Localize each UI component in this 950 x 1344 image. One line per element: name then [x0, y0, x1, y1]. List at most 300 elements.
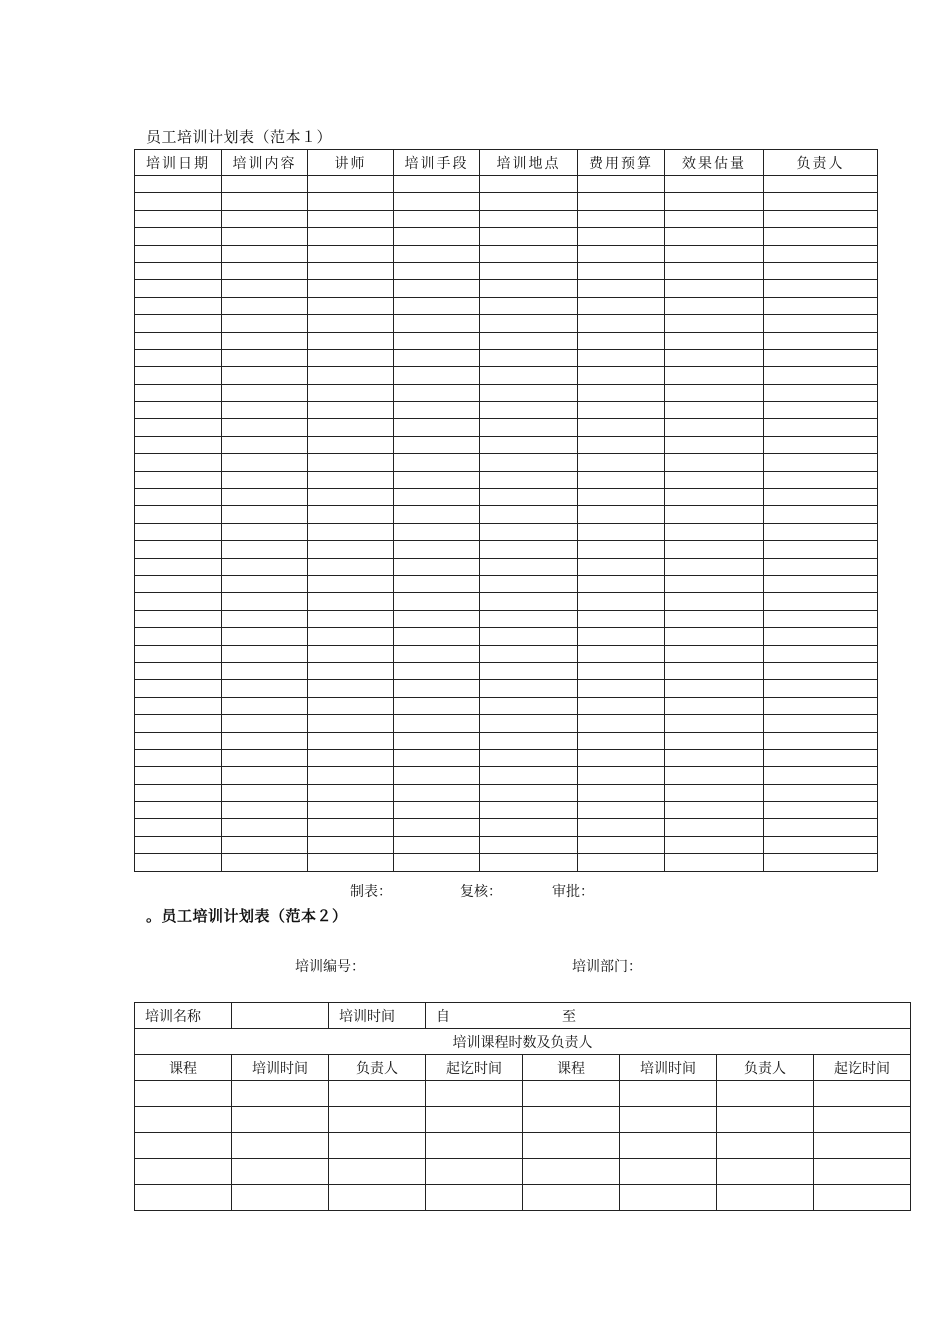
table-cell[interactable]	[480, 558, 578, 575]
table-cell[interactable]	[222, 419, 308, 436]
table-cell[interactable]	[814, 1133, 911, 1159]
table-cell[interactable]	[717, 1159, 814, 1185]
table-cell[interactable]	[480, 454, 578, 471]
table-cell[interactable]	[480, 332, 578, 349]
table-cell[interactable]	[394, 541, 480, 558]
table-cell[interactable]	[578, 767, 665, 784]
table-cell[interactable]	[308, 836, 394, 853]
table-cell[interactable]	[222, 645, 308, 662]
table-cell[interactable]	[394, 506, 480, 523]
table-cell[interactable]	[222, 749, 308, 766]
table-cell[interactable]	[665, 541, 764, 558]
table-cell[interactable]	[578, 367, 665, 384]
table-cell[interactable]	[394, 419, 480, 436]
table-cell[interactable]	[665, 402, 764, 419]
table-cell[interactable]	[480, 854, 578, 871]
table-cell[interactable]	[135, 1107, 232, 1133]
table-cell[interactable]	[480, 193, 578, 210]
table-cell[interactable]	[308, 749, 394, 766]
table-cell[interactable]	[135, 489, 222, 506]
table-cell[interactable]	[394, 819, 480, 836]
table-cell[interactable]	[222, 489, 308, 506]
table-cell[interactable]	[665, 315, 764, 332]
table-cell[interactable]	[308, 210, 394, 227]
table-cell[interactable]	[426, 1081, 523, 1107]
table-cell[interactable]	[308, 419, 394, 436]
table-cell[interactable]	[232, 1133, 329, 1159]
table-cell[interactable]	[308, 767, 394, 784]
table-cell[interactable]	[135, 402, 222, 419]
table-cell[interactable]	[578, 784, 665, 801]
table-cell[interactable]	[308, 471, 394, 488]
table-cell[interactable]	[394, 680, 480, 697]
table-cell[interactable]	[665, 628, 764, 645]
table-cell[interactable]	[394, 628, 480, 645]
table-cell[interactable]	[222, 367, 308, 384]
table-cell[interactable]	[308, 523, 394, 540]
table-cell[interactable]	[222, 436, 308, 453]
table-cell[interactable]	[308, 819, 394, 836]
table-cell[interactable]	[329, 1107, 426, 1133]
table-cell[interactable]	[764, 610, 878, 627]
table-cell[interactable]	[308, 662, 394, 679]
table-cell[interactable]	[135, 749, 222, 766]
table-cell[interactable]	[308, 558, 394, 575]
table-cell[interactable]	[578, 854, 665, 871]
table-cell[interactable]	[135, 349, 222, 366]
table-cell[interactable]	[394, 367, 480, 384]
table-cell[interactable]	[394, 454, 480, 471]
table-cell[interactable]	[222, 680, 308, 697]
table-cell[interactable]	[717, 1107, 814, 1133]
table-cell[interactable]	[578, 210, 665, 227]
table-cell[interactable]	[426, 1185, 523, 1211]
table-cell[interactable]	[135, 454, 222, 471]
table-cell[interactable]	[620, 1185, 717, 1211]
table-cell[interactable]	[135, 436, 222, 453]
table-cell[interactable]	[480, 575, 578, 592]
table-cell[interactable]	[764, 662, 878, 679]
table-cell[interactable]	[578, 193, 665, 210]
table-cell[interactable]	[232, 1159, 329, 1185]
table-cell[interactable]	[480, 610, 578, 627]
table-cell[interactable]	[764, 280, 878, 297]
table-cell[interactable]	[523, 1081, 620, 1107]
table-cell[interactable]	[394, 384, 480, 401]
table-cell[interactable]	[480, 367, 578, 384]
table-cell[interactable]	[394, 854, 480, 871]
table-cell[interactable]	[764, 749, 878, 766]
table-cell[interactable]	[394, 610, 480, 627]
table-cell[interactable]	[764, 384, 878, 401]
table-cell[interactable]	[578, 262, 665, 279]
table-cell[interactable]	[620, 1107, 717, 1133]
table-cell[interactable]	[222, 593, 308, 610]
table-cell[interactable]	[578, 836, 665, 853]
table-cell[interactable]	[222, 802, 308, 819]
table-cell[interactable]	[308, 176, 394, 193]
table-cell[interactable]	[764, 836, 878, 853]
table-cell[interactable]	[308, 245, 394, 262]
table-cell[interactable]	[578, 749, 665, 766]
table-cell[interactable]	[222, 315, 308, 332]
table-cell[interactable]	[135, 367, 222, 384]
table-cell[interactable]	[480, 767, 578, 784]
table-cell[interactable]	[394, 245, 480, 262]
table-cell[interactable]	[135, 662, 222, 679]
table-cell[interactable]	[308, 732, 394, 749]
table-cell[interactable]	[135, 523, 222, 540]
table-cell[interactable]	[480, 593, 578, 610]
table-cell[interactable]	[578, 715, 665, 732]
table-cell[interactable]	[222, 854, 308, 871]
table-cell[interactable]	[665, 262, 764, 279]
table-cell[interactable]	[764, 715, 878, 732]
table-cell[interactable]	[394, 749, 480, 766]
table-cell[interactable]	[578, 228, 665, 245]
table-cell[interactable]	[222, 819, 308, 836]
table-cell[interactable]	[135, 1159, 232, 1185]
table-cell[interactable]	[308, 315, 394, 332]
table-cell[interactable]	[578, 384, 665, 401]
table-cell[interactable]	[394, 784, 480, 801]
table-cell[interactable]	[426, 1133, 523, 1159]
table-cell[interactable]	[135, 1185, 232, 1211]
table-cell[interactable]	[764, 436, 878, 453]
table-cell[interactable]	[222, 210, 308, 227]
table-cell[interactable]	[523, 1107, 620, 1133]
table-cell[interactable]	[480, 732, 578, 749]
table-cell[interactable]	[394, 471, 480, 488]
table-cell[interactable]	[308, 262, 394, 279]
table-cell[interactable]	[764, 506, 878, 523]
table-cell[interactable]	[578, 402, 665, 419]
table-cell[interactable]	[308, 489, 394, 506]
table-cell[interactable]	[222, 697, 308, 714]
table-cell[interactable]	[394, 697, 480, 714]
table-cell[interactable]	[135, 767, 222, 784]
table-cell[interactable]	[135, 575, 222, 592]
table-cell[interactable]	[764, 315, 878, 332]
table-cell[interactable]	[308, 297, 394, 314]
table-cell[interactable]	[308, 367, 394, 384]
table-cell[interactable]	[222, 297, 308, 314]
table-cell[interactable]	[222, 575, 308, 592]
table-cell[interactable]	[480, 228, 578, 245]
table-cell[interactable]	[394, 402, 480, 419]
table-cell[interactable]	[480, 662, 578, 679]
table-cell[interactable]	[308, 802, 394, 819]
table-cell[interactable]	[578, 506, 665, 523]
table-cell[interactable]	[665, 715, 764, 732]
table-cell[interactable]	[394, 767, 480, 784]
table-cell[interactable]	[665, 523, 764, 540]
table-cell[interactable]	[308, 645, 394, 662]
table-cell[interactable]	[764, 367, 878, 384]
table-cell[interactable]	[232, 1185, 329, 1211]
table-cell[interactable]	[480, 541, 578, 558]
table-cell[interactable]	[308, 454, 394, 471]
table-cell[interactable]	[578, 819, 665, 836]
table-cell[interactable]	[480, 384, 578, 401]
table-cell[interactable]	[665, 489, 764, 506]
training-name-cell[interactable]	[232, 1003, 329, 1029]
table-cell[interactable]	[135, 245, 222, 262]
table-cell[interactable]	[523, 1159, 620, 1185]
table-cell[interactable]	[578, 471, 665, 488]
table-cell[interactable]	[764, 541, 878, 558]
table-cell[interactable]	[665, 419, 764, 436]
table-cell[interactable]	[764, 228, 878, 245]
table-cell[interactable]	[665, 558, 764, 575]
table-cell[interactable]	[764, 471, 878, 488]
table-cell[interactable]	[717, 1081, 814, 1107]
table-cell[interactable]	[135, 384, 222, 401]
table-cell[interactable]	[620, 1133, 717, 1159]
table-cell[interactable]	[222, 454, 308, 471]
table-cell[interactable]	[665, 836, 764, 853]
table-cell[interactable]	[764, 645, 878, 662]
table-cell[interactable]	[665, 332, 764, 349]
table-cell[interactable]	[426, 1159, 523, 1185]
table-cell[interactable]	[135, 836, 222, 853]
table-cell[interactable]	[135, 419, 222, 436]
table-cell[interactable]	[222, 384, 308, 401]
table-cell[interactable]	[578, 436, 665, 453]
table-cell[interactable]	[135, 228, 222, 245]
table-cell[interactable]	[764, 193, 878, 210]
table-cell[interactable]	[135, 1081, 232, 1107]
table-cell[interactable]	[480, 210, 578, 227]
table-cell[interactable]	[665, 436, 764, 453]
table-cell[interactable]	[135, 471, 222, 488]
table-cell[interactable]	[394, 593, 480, 610]
table-cell[interactable]	[308, 193, 394, 210]
table-cell[interactable]	[665, 732, 764, 749]
table-cell[interactable]	[665, 297, 764, 314]
table-cell[interactable]	[764, 402, 878, 419]
table-cell[interactable]	[764, 262, 878, 279]
table-cell[interactable]	[135, 784, 222, 801]
table-cell[interactable]	[222, 402, 308, 419]
table-cell[interactable]	[480, 802, 578, 819]
table-cell[interactable]	[135, 558, 222, 575]
table-cell[interactable]	[135, 819, 222, 836]
table-cell[interactable]	[578, 732, 665, 749]
table-cell[interactable]	[764, 454, 878, 471]
table-cell[interactable]	[480, 315, 578, 332]
table-cell[interactable]	[394, 715, 480, 732]
table-cell[interactable]	[665, 210, 764, 227]
table-cell[interactable]	[394, 802, 480, 819]
table-cell[interactable]	[135, 680, 222, 697]
table-cell[interactable]	[764, 523, 878, 540]
table-cell[interactable]	[578, 593, 665, 610]
table-cell[interactable]	[665, 349, 764, 366]
table-cell[interactable]	[222, 662, 308, 679]
table-cell[interactable]	[232, 1107, 329, 1133]
table-cell[interactable]	[308, 228, 394, 245]
table-cell[interactable]	[665, 280, 764, 297]
table-cell[interactable]	[578, 697, 665, 714]
table-cell[interactable]	[135, 645, 222, 662]
table-cell[interactable]	[135, 593, 222, 610]
table-cell[interactable]	[665, 645, 764, 662]
table-cell[interactable]	[480, 280, 578, 297]
table-cell[interactable]	[814, 1185, 911, 1211]
table-cell[interactable]	[764, 575, 878, 592]
table-cell[interactable]	[717, 1185, 814, 1211]
table-cell[interactable]	[480, 645, 578, 662]
table-cell[interactable]	[222, 176, 308, 193]
table-cell[interactable]	[222, 715, 308, 732]
training-time-range-cell[interactable]	[426, 1003, 911, 1029]
table-cell[interactable]	[222, 506, 308, 523]
table-cell[interactable]	[523, 1133, 620, 1159]
table-cell[interactable]	[620, 1159, 717, 1185]
table-cell[interactable]	[394, 836, 480, 853]
table-cell[interactable]	[329, 1159, 426, 1185]
table-cell[interactable]	[135, 610, 222, 627]
table-cell[interactable]	[135, 628, 222, 645]
table-cell[interactable]	[308, 384, 394, 401]
table-cell[interactable]	[329, 1133, 426, 1159]
table-cell[interactable]	[764, 593, 878, 610]
table-cell[interactable]	[135, 697, 222, 714]
table-cell[interactable]	[135, 193, 222, 210]
table-cell[interactable]	[394, 315, 480, 332]
table-cell[interactable]	[329, 1185, 426, 1211]
table-cell[interactable]	[222, 245, 308, 262]
table-cell[interactable]	[480, 784, 578, 801]
table-cell[interactable]	[426, 1107, 523, 1133]
table-cell[interactable]	[480, 628, 578, 645]
table-cell[interactable]	[308, 349, 394, 366]
table-cell[interactable]	[308, 715, 394, 732]
table-cell[interactable]	[135, 802, 222, 819]
table-cell[interactable]	[394, 732, 480, 749]
table-cell[interactable]	[480, 506, 578, 523]
table-cell[interactable]	[764, 802, 878, 819]
table-cell[interactable]	[394, 558, 480, 575]
table-cell[interactable]	[665, 384, 764, 401]
table-cell[interactable]	[764, 854, 878, 871]
table-cell[interactable]	[578, 628, 665, 645]
table-cell[interactable]	[578, 558, 665, 575]
table-cell[interactable]	[222, 628, 308, 645]
table-cell[interactable]	[665, 854, 764, 871]
table-cell[interactable]	[394, 662, 480, 679]
table-cell[interactable]	[480, 819, 578, 836]
table-cell[interactable]	[394, 176, 480, 193]
table-cell[interactable]	[764, 628, 878, 645]
table-cell[interactable]	[480, 419, 578, 436]
table-cell[interactable]	[394, 210, 480, 227]
table-cell[interactable]	[308, 280, 394, 297]
table-cell[interactable]	[308, 506, 394, 523]
table-cell[interactable]	[665, 193, 764, 210]
table-cell[interactable]	[222, 558, 308, 575]
table-cell[interactable]	[665, 454, 764, 471]
table-cell[interactable]	[480, 489, 578, 506]
table-cell[interactable]	[764, 176, 878, 193]
table-cell[interactable]	[665, 749, 764, 766]
table-cell[interactable]	[232, 1081, 329, 1107]
table-cell[interactable]	[308, 628, 394, 645]
table-cell[interactable]	[578, 662, 665, 679]
table-cell[interactable]	[665, 802, 764, 819]
table-cell[interactable]	[578, 176, 665, 193]
table-cell[interactable]	[814, 1107, 911, 1133]
table-cell[interactable]	[665, 593, 764, 610]
table-cell[interactable]	[222, 732, 308, 749]
table-cell[interactable]	[620, 1081, 717, 1107]
table-cell[interactable]	[578, 645, 665, 662]
table-cell[interactable]	[480, 245, 578, 262]
table-cell[interactable]	[135, 176, 222, 193]
table-cell[interactable]	[222, 767, 308, 784]
table-cell[interactable]	[222, 541, 308, 558]
table-cell[interactable]	[222, 228, 308, 245]
table-cell[interactable]	[764, 245, 878, 262]
table-cell[interactable]	[665, 697, 764, 714]
table-cell[interactable]	[135, 210, 222, 227]
table-cell[interactable]	[394, 523, 480, 540]
table-cell[interactable]	[665, 228, 764, 245]
table-cell[interactable]	[222, 262, 308, 279]
table-cell[interactable]	[308, 436, 394, 453]
table-cell[interactable]	[394, 262, 480, 279]
table-cell[interactable]	[764, 419, 878, 436]
table-cell[interactable]	[394, 193, 480, 210]
table-cell[interactable]	[578, 575, 665, 592]
table-cell[interactable]	[578, 315, 665, 332]
table-cell[interactable]	[578, 245, 665, 262]
table-cell[interactable]	[394, 297, 480, 314]
table-cell[interactable]	[665, 662, 764, 679]
table-cell[interactable]	[764, 489, 878, 506]
table-cell[interactable]	[222, 610, 308, 627]
table-cell[interactable]	[135, 332, 222, 349]
table-cell[interactable]	[222, 836, 308, 853]
table-cell[interactable]	[222, 471, 308, 488]
table-cell[interactable]	[665, 176, 764, 193]
table-cell[interactable]	[480, 349, 578, 366]
table-cell[interactable]	[222, 332, 308, 349]
table-cell[interactable]	[480, 523, 578, 540]
table-cell[interactable]	[665, 767, 764, 784]
table-cell[interactable]	[480, 715, 578, 732]
table-cell[interactable]	[578, 541, 665, 558]
table-cell[interactable]	[578, 523, 665, 540]
table-cell[interactable]	[308, 332, 394, 349]
table-cell[interactable]	[480, 697, 578, 714]
table-cell[interactable]	[665, 784, 764, 801]
table-cell[interactable]	[764, 697, 878, 714]
table-cell[interactable]	[717, 1133, 814, 1159]
table-cell[interactable]	[308, 402, 394, 419]
table-cell[interactable]	[480, 749, 578, 766]
table-cell[interactable]	[764, 732, 878, 749]
table-cell[interactable]	[222, 523, 308, 540]
table-cell[interactable]	[308, 541, 394, 558]
table-cell[interactable]	[764, 767, 878, 784]
table-cell[interactable]	[308, 680, 394, 697]
table-cell[interactable]	[222, 193, 308, 210]
table-cell[interactable]	[308, 593, 394, 610]
table-cell[interactable]	[578, 297, 665, 314]
table-cell[interactable]	[578, 680, 665, 697]
